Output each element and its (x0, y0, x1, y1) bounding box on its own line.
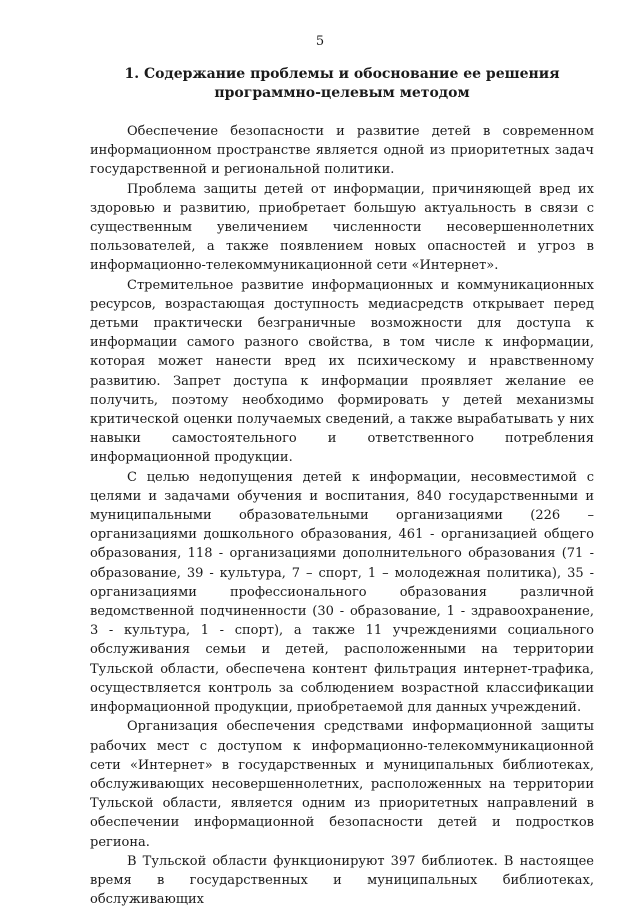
page-number: 5 (315, 34, 325, 49)
paragraph: В Тульской области функционируют 397 библиотек. В настоящее время в государственных и муниципальных библиотеках, обслуживающих (90, 853, 594, 908)
paragraph: Организация обеспечения средствами информационной защиты рабочих мест с доступом к информационно-телекоммуникационной сети «Интернет» в государственных и муниципальных библиотеках, обслуживающих несовершеннолетних, расположенных на территории Тульской области, является одним из приоритетных направлений в обеспечении информационной безопасности детей и подростков региона. (90, 719, 594, 850)
section-heading (90, 65, 594, 103)
paragraph: Стремительное развитие информационных и коммуникационных ресурсов, возрастающая доступность медиасредств открывает перед детьми практически безграничные возможности для доступа к информации самого разного свойства, в том числе к информации, которая может нанести вред их психическому и нравственному развитию. Запрет доступа к информации проявляет желание ее получить, поэтому необходимо формировать у детей механизмы критической оценки получаемых сведений, а также вырабатывать у них навыки самостоятельного и ответственного потребления информационной продукции. (90, 277, 594, 466)
section-heading-line-1: 1. Содержание проблемы и обоснование ее решения (124, 66, 560, 82)
paragraph: Проблема защиты детей от информации, причиняющей вред их здоровью и развитию, приобретает большую актуальность в связи с существенным увеличением численности несовершеннолетних пользователей, а также появлением новых опасностей и угроз в информационно-телекоммуникационной сети «Интернет». (90, 181, 594, 274)
section-heading-line-2: программно-целевым методом (214, 85, 470, 101)
paragraph: С целью недопущения детей к информации, несовместимой с целями и задачами обучения и воспитания, 840 государственными и муниципальными образовательными организациями (226 – организациями дошкольного образования, 461 - организацией общего образования, 118 - организациями дополнительного образования (71 - образование, 39 - культура, 7 – спорт, 1 – молодежная политика), 35 - организациями профессионального образования различной ведомственной подчиненности (30 - образование, 1 - здравоохранение, 3 - культура, 1 - спорт), а также 11 учреждениями социального обслуживания семьи и детей, расположенными на территории Тульской области, обеспечена контент фильтрация интернет-трафика, осуществляется контроль за соблюдением возрастной классификации информационной продукции, приобретаемой для данных учреждений. (90, 469, 594, 716)
paragraph: Обеспечение безопасности и развитие детей в современном информационном пространстве является одной из приоритетных задач государственной и региональной политики. (90, 124, 594, 178)
body-text (90, 122, 594, 909)
